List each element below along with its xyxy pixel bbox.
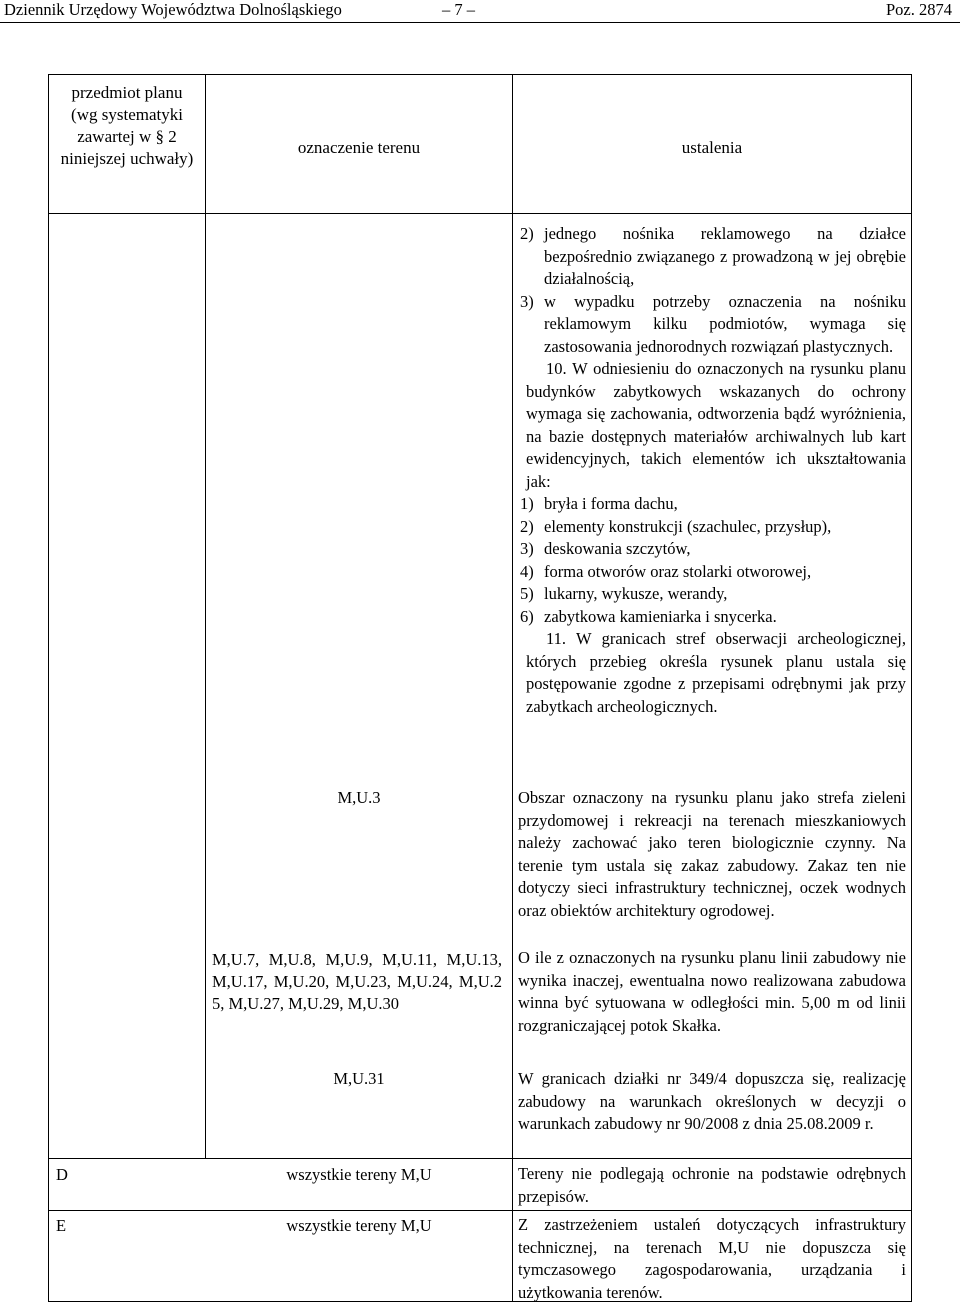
- list-item: 2) jednego nośnika reklamowego na działce bezpośrednio związanego z prowadzoną w jej obrębie działalnością,: [520, 224, 906, 288]
- area-code-mu3: M,U.3: [337, 788, 381, 807]
- list10-item: [520, 561, 906, 584]
- area-all-mu-d: wszystkie tereny M,U: [286, 1165, 432, 1184]
- list10-item-number: 6): [520, 606, 534, 626]
- col-area-header: oznaczenie terenu: [297, 138, 421, 157]
- continuation-cell: [520, 223, 906, 718]
- list10-item-text: elementy konstrukcji (szachulec, przysłup),: [544, 516, 832, 536]
- rule-mu31: W granicach działki nr 349/4 dopuszcza się, realizację zabudowy na warunkach określonych w decyzji o warunkach zabudowy nr 90/2008 z dnia 25.08.2009 r.: [518, 1069, 906, 1133]
- paragraph-11: 11. W granicach stref obserwacji archeologicznej, których przebieg określa rysunek planu ustala się postępowanie zgodne z przepisami odrębnymi jak przy zabytkach archeologicznych.: [526, 629, 906, 716]
- list10-item-number: 3): [520, 539, 534, 558]
- list10-item-number: 4): [520, 561, 534, 581]
- page-header: [0, 0, 960, 22]
- list-item: 3) w wypadku potrzeby oznaczenia na nośniku reklamowym kilku podmiotów, wymaga się zastosowania jednorodnych rozwiązań plastycznych.: [520, 291, 906, 356]
- list10-item-number: 2): [520, 516, 534, 536]
- position-number: Poz. 2874: [886, 0, 952, 19]
- row-rule-d: [48, 1158, 912, 1159]
- area-all-mu-e: wszystkie tereny M,U: [286, 1216, 432, 1235]
- rule-building-line: O ile z oznaczonych na rysunku planu linii zabudowy nie wynika inaczej, ewentualna nowo realizowana zabudowa winna być sytuowana w odległości min. 5,00 m od linii rozgraniczającej potok Skałka.: [518, 948, 906, 1035]
- area-code-mu31: M,U.31: [333, 1069, 385, 1088]
- subject-d: D: [56, 1165, 68, 1184]
- header-row-rule: [48, 213, 912, 214]
- header-rule: [0, 22, 960, 23]
- list10-item-number: 5): [520, 584, 534, 603]
- paragraph-10: 10. W odniesieniu do oznaczonych na rysunku planu budynków zabytkowych wskazanych do ochrony wymaga się zachowania, odtworzenia bądź wyróżnienia, na bazie dostępnych materiałów archiwalnych lub kart ewidencyjnych, takich elementów ich ukształtowania jak:: [526, 359, 906, 491]
- area-code-list: M,U.7, M,U.8, M,U.9, M,U.11, M,U.13, M,U.17, M,U.20, M,U.23, M,U.24, M,U.25, M,U.27, M,U.29, M,U.30: [212, 950, 502, 1013]
- subject-e: E: [56, 1216, 67, 1235]
- monument-elements-list: [520, 493, 906, 628]
- rule-e: Z zastrzeżeniem ustaleń dotyczących infrastruktury technicznej, na terenach M,U nie dopuszcza się tymczasowego zagospodarowania, urządzania i użytkowania terenów.: [518, 1215, 906, 1302]
- list10-item-text: zabytkowa kamieniarka i snycerka.: [544, 606, 777, 626]
- rule-mu3: Obszar oznaczony na rysunku planu jako strefa zieleni przydomowej i rekreacji na terenach mieszkaniowych należy zachować jako teren biologicznie czynny. Na terenie tym ustala się zakaz zabudowy. Zakaz ten nie dotyczy sieci infrastruktury technicznej, oczek wodnych oraz obiektów architektury ogrodowej.: [518, 788, 906, 920]
- list10-item-number: 1): [520, 494, 534, 513]
- col-rules-header: ustalenia: [681, 138, 743, 157]
- page-number: – 7 –: [442, 0, 475, 19]
- list10-item-text: lukarny, wykusze, werandy,: [544, 584, 728, 603]
- list10-item: [520, 538, 906, 561]
- column-divider-2: [512, 74, 513, 1302]
- list10-item-text: forma otworów oraz stolarki otworowej,: [544, 561, 812, 581]
- col-subject-header: przedmiot planu (wg systematyki zawartej w § 2 niniejszej uchwały): [60, 83, 194, 168]
- list10-item: [520, 493, 906, 516]
- list10-item: [520, 516, 906, 539]
- list10-item-text: bryła i forma dachu,: [544, 494, 678, 513]
- journal-title: Dziennik Urzędowy Województwa Dolnośląskiego: [4, 0, 342, 19]
- list10-item-text: deskowania szczytów,: [544, 539, 691, 558]
- column-divider-1: [205, 74, 206, 1158]
- rule-d: Tereny nie podlegają ochronie na podstawie odrębnych przepisów.: [518, 1164, 906, 1206]
- row-rule-e: [48, 1210, 912, 1211]
- list10-item: [520, 583, 906, 606]
- list10-item: [520, 606, 906, 629]
